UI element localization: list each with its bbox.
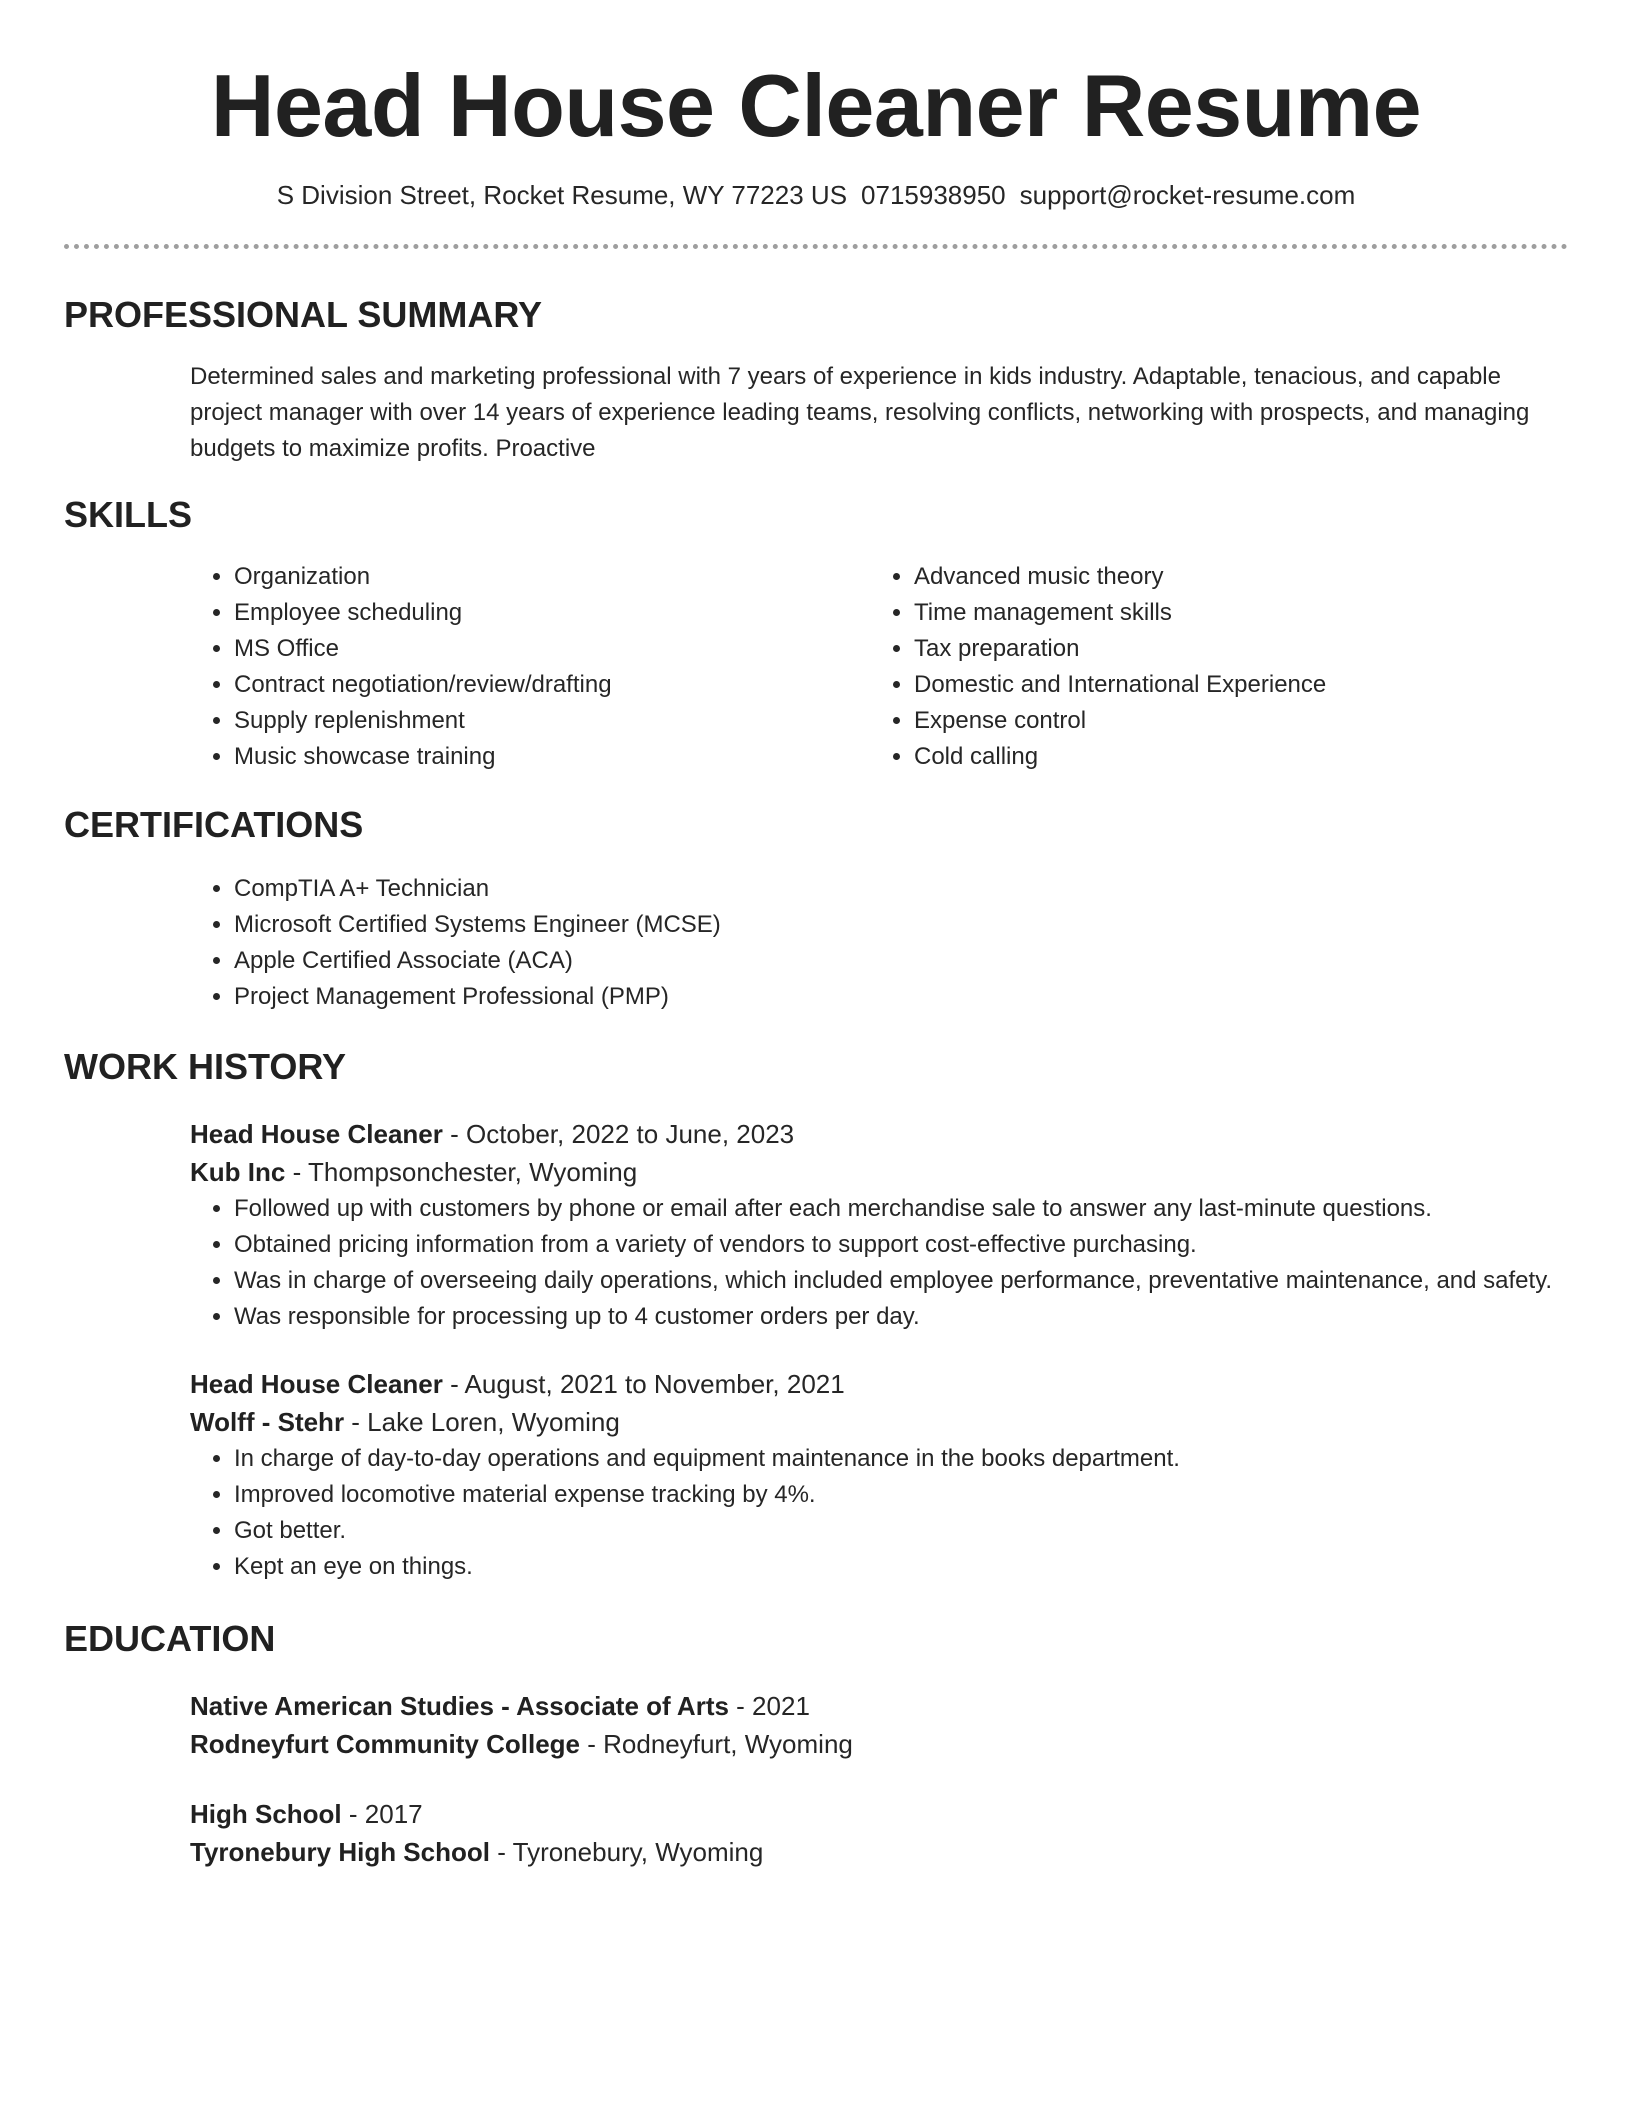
education-year: - 2021 <box>728 1691 810 1721</box>
skill-item: • Organization <box>234 559 870 595</box>
skill-item: • Time management skills <box>914 595 1550 631</box>
education-school-line <box>190 1725 1568 1763</box>
certifications-list <box>190 871 1568 1015</box>
education-degree-line <box>190 1687 1568 1725</box>
job-company: Wolff - Stehr <box>190 1407 345 1437</box>
job-title-line <box>190 1115 1568 1153</box>
job-bullets <box>190 1441 1568 1585</box>
contact-line <box>64 178 1568 212</box>
skill-item: • Advanced music theory <box>914 559 1550 595</box>
skills-list-right <box>870 559 1550 775</box>
job-dates: - August, 2021 to November, 2021 <box>442 1369 845 1399</box>
summary-heading: PROFESSIONAL SUMMARY <box>64 294 543 335</box>
certifications-heading: CERTIFICATIONS <box>64 804 364 845</box>
education-location: - Rodneyfurt, Wyoming <box>580 1729 853 1759</box>
header-divider <box>64 244 1568 249</box>
skill-item: • Music showcase training <box>234 739 870 775</box>
job-bullet: • Was responsible for processing up to 4 customer orders per day. <box>234 1299 1568 1335</box>
skills-grid <box>190 559 1568 775</box>
work-history-heading: WORK HISTORY <box>64 1046 347 1087</box>
job-bullet: • Followed up with customers by phone or email after each merchandise sale to answer any last-minute questions. <box>234 1191 1568 1227</box>
education-school: Tyronebury High School <box>190 1837 490 1867</box>
skills-heading: SKILLS <box>64 494 193 535</box>
job-bullet: • Got better. <box>234 1513 1568 1549</box>
skills-column-left <box>190 559 870 775</box>
contact-email: support@rocket-resume.com <box>1019 180 1356 210</box>
summary-text: Determined sales and marketing professional with 7 years of experience in kids industry. Adaptable, tenacious, and capable project manager with over 14 years of experience leading teams, resolving conflicts, networking with prospects, and managing budgets to maximize profits. Proactive <box>190 363 1530 462</box>
job-company-line <box>190 1403 1568 1441</box>
education-location: - Tyronebury, Wyoming <box>489 1837 764 1867</box>
job-bullet: • Improved locomotive material expense tracking by 4%. <box>234 1477 1568 1513</box>
job-location: - Lake Loren, Wyoming <box>344 1407 620 1437</box>
certification-item: • Project Management Professional (PMP) <box>234 979 1568 1015</box>
job-bullet: • Obtained pricing information from a variety of vendors to support cost-effective purchasing. <box>234 1227 1568 1263</box>
education-degree: High School <box>190 1799 342 1829</box>
job-title: Head House Cleaner <box>190 1369 443 1399</box>
resume-page <box>64 0 1568 1871</box>
education-school: Rodneyfurt Community College <box>190 1729 581 1759</box>
resume-title: Head House Cleaner Resume <box>210 56 1422 155</box>
job-entry <box>190 1115 1568 1335</box>
skill-item: • Cold calling <box>914 739 1550 775</box>
education-heading: EDUCATION <box>64 1618 276 1659</box>
education-entry <box>190 1687 1568 1763</box>
skill-item: • Supply replenishment <box>234 703 870 739</box>
job-location: - Thompsonchester, Wyoming <box>285 1157 638 1187</box>
job-entry <box>190 1365 1568 1585</box>
job-bullets <box>190 1191 1568 1335</box>
certification-item: • Microsoft Certified Systems Engineer (MCSE) <box>234 907 1568 943</box>
job-bullet: • In charge of day-to-day operations and equipment maintenance in the books department. <box>234 1441 1568 1477</box>
skill-item: • Employee scheduling <box>234 595 870 631</box>
job-dates: - October, 2022 to June, 2023 <box>442 1119 795 1149</box>
education-degree-line <box>190 1795 1568 1833</box>
contact-phone: 0715938950 <box>861 180 1006 210</box>
certifications-block <box>190 871 1568 1015</box>
education-degree: Native American Studies - Associate of Arts <box>190 1691 729 1721</box>
skills-column-right <box>870 559 1550 775</box>
certification-item: • Apple Certified Associate (ACA) <box>234 943 1568 979</box>
skill-item: • MS Office <box>234 631 870 667</box>
education-school-line <box>190 1833 1568 1871</box>
job-bullet: • Kept an eye on things. <box>234 1549 1568 1585</box>
job-title-line <box>190 1365 1568 1403</box>
skill-item: • Tax preparation <box>914 631 1550 667</box>
contact-address: S Division Street, Rocket Resume, WY 77223 US <box>276 180 848 210</box>
job-company: Kub Inc <box>190 1157 286 1187</box>
job-title: Head House Cleaner <box>190 1119 443 1149</box>
education-entry <box>190 1795 1568 1871</box>
skill-item: • Domestic and International Experience <box>914 667 1550 703</box>
education-year: - 2017 <box>341 1799 423 1829</box>
certification-item: • CompTIA A+ Technician <box>234 871 1568 907</box>
job-company-line <box>190 1153 1568 1191</box>
skills-list-left <box>190 559 870 775</box>
skill-item: • Expense control <box>914 703 1550 739</box>
job-bullet: • Was in charge of overseeing daily operations, which included employee performance, preventative maintenance, and safety. <box>234 1263 1568 1299</box>
skill-item: • Contract negotiation/review/drafting <box>234 667 870 703</box>
